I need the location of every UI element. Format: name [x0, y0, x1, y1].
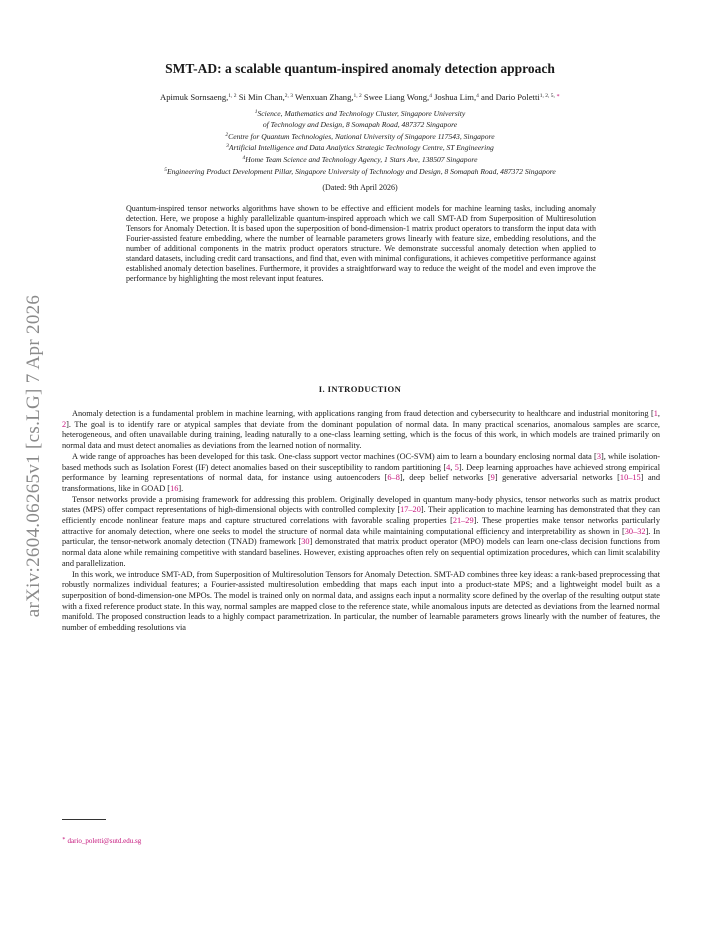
body-text-segment: ]. Their application to machine learning has demonstrated that they can efficiently encode nonlinear feature maps and capture structured correlations with favorable scaling properties [ [62, 505, 661, 526]
body-paragraph [62, 570, 660, 634]
author: Apimuk Sornsaeng,$^{1, 2}$ [160, 92, 237, 102]
body-text-segment: ] demonstrated that matrix product operator (MPO) models can learn one-class decision functions from normal data alone while remaining competitive with standard baselines. However, existing approaches often rely on sequential optimization procedures, which can limit scalability and parallelization. [62, 537, 660, 568]
body-text-segment: Anomaly detection is a fundamental problem in machine learning, with applications ranging from fraud detection and cybersecurity to healthcare and industrial monitoring [ [72, 409, 654, 418]
citation-link[interactable]: 4 [446, 462, 451, 472]
corresponding-author-link[interactable]: ∗ [556, 93, 560, 99]
body-text-segment: ]. These properties make tensor networks particularly attractive for anomaly detection, where one seeks to model the structure of normal data while maintaining computational efficiency and interpretability as shown in [ [62, 516, 660, 536]
affiliation: $^1$Science, Mathematics and Technology Cluster, Singapore University [254, 109, 466, 118]
author: Swee Liang Wong,$^4$ [361, 92, 432, 102]
footnote-mark: ∗ [62, 836, 66, 842]
affiliation: $^2$Centre for Quantum Technologies, National University of Singapore 117543, Singapore [225, 132, 495, 141]
citation-link[interactable]: 10–15 [619, 473, 641, 483]
footnote [62, 837, 141, 845]
citation-link[interactable]: 30–32 [624, 526, 646, 536]
body-text-segment: ], deep belief networks [ [399, 473, 491, 483]
author: Joshua Lim,$^4$ [431, 92, 479, 102]
citation-link[interactable]: 1 [653, 409, 658, 418]
affiliation: $^4$Home Team Science and Technology Agency, 1 Stars Ave, 138507 Singapore [242, 155, 478, 164]
citation-link[interactable]: 9 [490, 473, 495, 483]
email-link[interactable]: dario_poletti@sutd.edu.sg [67, 837, 142, 845]
citation-link[interactable]: 3 [596, 451, 601, 461]
body-text-segment: ]. The goal is to identify rare or atypical samples that deviate from the dominant population of normal data. In many practical scenarios, anomalous samples are scarce, heterogeneous, and often unavailable during training, leading naturally to a one-class learning setting, which is the focus of this work, in which models are trained primarily on normal data and must detect anomalies as deviations from the learned notion of normality. [62, 419, 660, 451]
author-list [0, 92, 720, 102]
body-text-segment: ] generative adversarial networks [ [494, 473, 620, 483]
abstract: Quantum-inspired tensor networks algorithms have shown to be effective and efficient models for machine learning tasks, including anomaly detection. Here, we propose a highly parallelizable quantum-inspired approach which we call SMT-AD from Superposition of Multiresolution Tensors for Anomaly Detection. It is based upon the superposition of bond-dimension-1 matrix product operators to transform the input data with Fourier-assisted feature embedding, where the number of learnable parameters grows linearly with feature size, embedding resolutions, and the number of additional components in the matrix product operators structure. We demonstrate successful anomaly detection when applied to standard datasets, including credit card transactions, and find that, even with minimal configurations, it achieves competitive performance against established anomaly detection baselines. Furthermore, it provides a straightforward way to reduce the weight of the model and even improve the performance by highlighting the most relevant input features. [126, 204, 596, 284]
affiliation: $^5$Engineering Product Development Pillar, Singapore University of Technology and Design, 8 Somapah Road, 487372 Singapore [164, 167, 556, 176]
body-text-segment: ] and transformations, like in GOAD [ [62, 473, 660, 493]
body-text-segment: ]. Deep learning approaches have achieved strong empirical performance by learning representations of normal data, for instance using autoencoders [ [62, 462, 661, 483]
body-text-segment: , [657, 409, 660, 418]
affiliation: $^3$Artificial Intelligence and Data Analytics Strategic Technology Centre, ST Engineering [226, 143, 494, 152]
citation-link[interactable]: 17–20 [400, 505, 421, 515]
body-text-segment: ]. In particular, the tensor-network anomaly detection (TNAD) framework [ [62, 526, 660, 547]
body-text-segment: ], while isolation-based methods such as Isolation Forest (IF) detect anomalies based on their susceptibility to random partitioning [ [62, 451, 660, 472]
citation-link[interactable]: 5 [454, 462, 459, 472]
paper-title: SMT-AD: a scalable quantum-inspired anomaly detection approach [165, 61, 555, 76]
arxiv-identifier: arXiv:2604.06265v1 [cs.LG] 7 Apr 2026 [23, 294, 44, 618]
body-paragraph [62, 409, 660, 452]
author: Si Min Chan,$^{2, 3}$ [236, 92, 294, 102]
body-text-segment: In this work, we introduce SMT-AD, from Superposition of Multiresolution Tensors for Anomaly Detection. SMT-AD combines three key ideas: a rank-based preprocessing that robustly normalizes individual features; a Fourier-assisted multiresolution embedding that maps each input into a product-state MPS; and a lightweight model built as a superposition of bond-dimension-one MPOs. The model is trained only on normal data, and assigns each input a normality score defined by the overlap of the resulting output state with a fixed reference product state. In this way, normal samples are mapped close to the reference state, while anomalous inputs are detected as deviations from the learned normal manifold. The proposed construction leads to a highly compact parametrization. In particular, the number of learnable parameters grows linearly with the number of features, the number of embedding resolutions via [62, 569, 660, 633]
citation-link[interactable]: 6–8 [387, 473, 400, 483]
section-heading: I. INTRODUCTION [318, 384, 402, 394]
date-line: (Dated: 9th April 2026) [322, 183, 398, 192]
author: Wenxuan Zhang,$^{1, 2}$ [293, 92, 362, 102]
introduction-body [62, 409, 660, 634]
body-paragraph [62, 495, 660, 570]
footnote-rule [62, 819, 106, 820]
citation-link[interactable]: 16 [170, 483, 179, 493]
citation-link[interactable]: 2 [62, 419, 67, 429]
body-text-segment: , [450, 462, 455, 472]
body-text-segment: ]. [178, 483, 184, 493]
citation-link[interactable]: 30 [301, 537, 310, 547]
citation-link[interactable]: 21–29 [452, 516, 474, 526]
body-text-segment: A wide range of approaches has been developed for this task. One-class support vector machines (OC-SVM) aim to learn a boundary enclosing normal data [ [72, 451, 597, 461]
body-text-segment: Tensor networks provide a promising framework for addressing this problem. Originally developed in quantum many-body physics, tensor networks such as matrix product states (MPS) offer compact representations of high-dimensional objects with controlled complexity [ [62, 494, 660, 515]
author: and Dario Poletti$^{1, 2, 5,}$ ∗ [478, 92, 560, 102]
body-paragraph [62, 452, 660, 495]
affiliation: of Technology and Design, 8 Somapah Road, 487372 Singapore [262, 120, 458, 129]
